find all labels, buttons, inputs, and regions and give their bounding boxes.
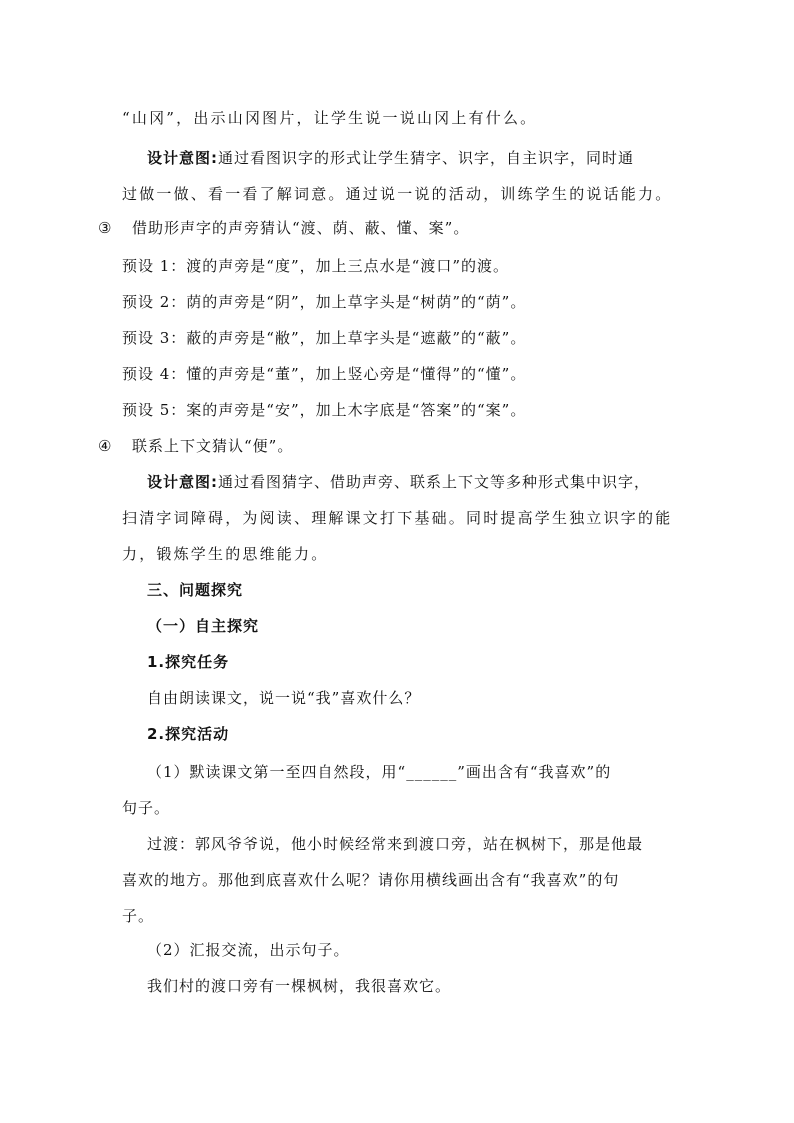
list-number: ③ (98, 219, 113, 237)
design-intent-1 (147, 148, 634, 168)
preset-2: 预设 2：荫的声旁是“阴”，加上草字头是“树荫”的“荫”。 (122, 293, 527, 311)
task-heading: 1.探究任务 (147, 653, 230, 671)
design-intent-label: 设计意图: (147, 149, 218, 167)
preset-4: 预设 4：懂的声旁是“董”，加上竖心旁是“懂得”的“懂”。 (122, 365, 527, 383)
paragraph-shangang: “山冈”，出示山冈图片，让学生说一说山冈上有什么。 (122, 109, 538, 127)
design-intent-2 (147, 472, 650, 492)
activity-2: （2）汇报交流，出示句子。 (147, 941, 350, 959)
transition-text: 过渡：郭风爷爷说，他小时候经常来到渡口旁，站在枫树下，那是他最 (147, 835, 644, 853)
list-item-4 (98, 436, 293, 456)
design-intent-1-continued: 过做一做、看一看了解词意。通过说一说的活动，训练学生的说话能力。 (122, 185, 673, 203)
design-intent-label: 设计意图: (147, 473, 218, 491)
design-intent-2-continued-2: 力，锻炼学生的思维能力。 (122, 545, 329, 563)
list-item-text: 联系上下文猜认“便”。 (132, 437, 294, 455)
design-intent-2-continued-1: 扫清字词障碍，为阅读、理解课文打下基础。同时提高学生独立识字的能 (122, 509, 673, 527)
preset-1: 预设 1：渡的声旁是“度”，加上三点水是“渡口”的渡。 (122, 257, 509, 275)
subsection-heading-1: （一）自主探究 (147, 617, 260, 635)
transition-continued-1: 喜欢的地方。那他到底喜欢什么呢？请你用横线画出含有“我喜欢”的句 (122, 871, 620, 889)
activity-1: （1）默读课文第一至四自然段，用“______”画出含有“我喜欢”的 (147, 763, 612, 781)
task-text: 自由朗读课文，说一说“我”喜欢什么？ (147, 689, 421, 707)
section-heading-3: 三、问题探究 (147, 581, 244, 599)
activity-heading: 2.探究活动 (147, 725, 230, 743)
transition-continued-2: 子。 (122, 907, 155, 925)
example-sentence: 我们村的渡口旁有一棵枫树，我很喜欢它。 (147, 977, 452, 995)
list-number: ④ (98, 437, 113, 455)
list-item-3 (98, 218, 469, 238)
design-intent-text: 通过看图猜字、借助声旁、联系上下文等多种形式集中识字， (218, 473, 651, 491)
list-item-text: 借助形声字的声旁猜认“渡、荫、蔽、懂、案”。 (132, 219, 470, 237)
preset-5: 预设 5：案的声旁是“安”，加上木字底是“答案”的“案”。 (122, 401, 527, 419)
design-intent-text: 通过看图识字的形式让学生猜字、识字，自主识字，同时通 (218, 149, 635, 167)
activity-1-continued: 句子。 (122, 799, 171, 817)
preset-3: 预设 3：蔽的声旁是“敝”，加上草字头是“遮蔽”的“蔽”。 (122, 329, 527, 347)
